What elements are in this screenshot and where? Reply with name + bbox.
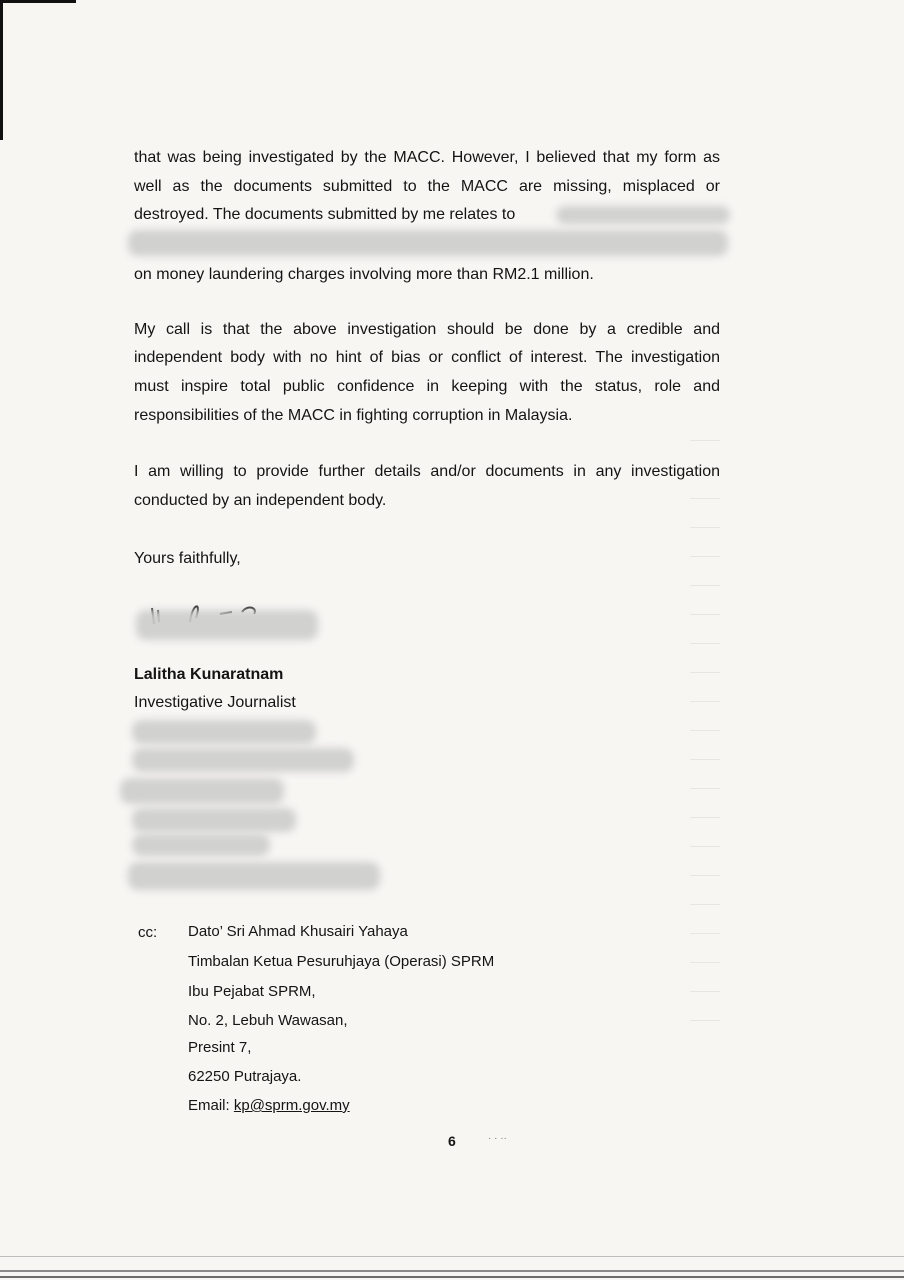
paragraph-3-line-2: conducted by an independent body. — [134, 492, 387, 509]
signatory-title: Investigative Journalist — [134, 694, 296, 711]
scan-edge-bottom-3 — [0, 1276, 904, 1278]
cc-label: cc: — [138, 924, 158, 941]
page-number: 6 — [448, 1133, 456, 1149]
paragraph-2-line-2: independent body with no hint of bias or conflict of interest. The investigation — [134, 349, 720, 366]
cc-address-line-4: 62250 Putrajaya. — [188, 1068, 302, 1085]
signatory-name: Lalitha Kunaratnam — [134, 666, 284, 683]
redaction-address-4 — [132, 808, 296, 832]
cc-email-line — [188, 1096, 350, 1116]
redaction-address-5 — [132, 834, 270, 856]
scan-edge-bottom-1 — [0, 1256, 904, 1257]
scan-speck: · · ·· — [488, 1133, 507, 1144]
closing: Yours faithfully, — [134, 550, 241, 567]
redaction-address-2 — [132, 748, 354, 772]
scan-edge-top — [0, 0, 76, 3]
redaction-address-1 — [132, 720, 316, 744]
cc-email-link[interactable]: kp@sprm.gov.my — [233, 1097, 350, 1114]
paragraph-1-line-2: well as the documents submitted to the MACC are missing, misplaced or — [134, 178, 720, 195]
cc-address-line-2: No. 2, Lebuh Wawasan, — [188, 1012, 348, 1029]
paragraph-2-line-1: My call is that the above investigation should be done by a credible and — [134, 321, 720, 338]
cc-address-line-3: Presint 7, — [188, 1039, 252, 1056]
redaction-signature — [136, 610, 318, 640]
scan-edge-left — [0, 0, 3, 140]
redaction-email — [128, 862, 380, 890]
paragraph-1-line-3: destroyed. The documents submitted by me relates to — [134, 206, 516, 223]
paragraph-2-line-3: must inspire total public confidence in keeping with the status, role and — [134, 378, 720, 395]
cc-email-label: Email: — [188, 1097, 230, 1114]
redaction-1 — [556, 206, 730, 224]
redaction-2 — [128, 230, 728, 256]
redaction-address-3 — [120, 778, 284, 804]
cc-recipient-name: Dato’ Sri Ahmad Khusairi Yahaya — [188, 923, 408, 940]
cc-recipient-position: Timbalan Ketua Pesuruhjaya (Operasi) SPRM — [188, 953, 495, 970]
paragraph-3-line-1: I am willing to provide further details and/or documents in any investigation — [134, 463, 720, 480]
cc-address-line-1: Ibu Pejabat SPRM, — [188, 983, 316, 1000]
bleed-through-text — [690, 440, 720, 1060]
scan-edge-bottom-2 — [0, 1270, 904, 1272]
paragraph-1-line-1: that was being investigated by the MACC. However, I believed that my form as — [134, 149, 720, 166]
paragraph-1-line-4: on money laundering charges involving more than RM2.1 million. — [134, 266, 594, 283]
paragraph-2-line-4: responsibilities of the MACC in fighting corruption in Malaysia. — [134, 407, 573, 424]
